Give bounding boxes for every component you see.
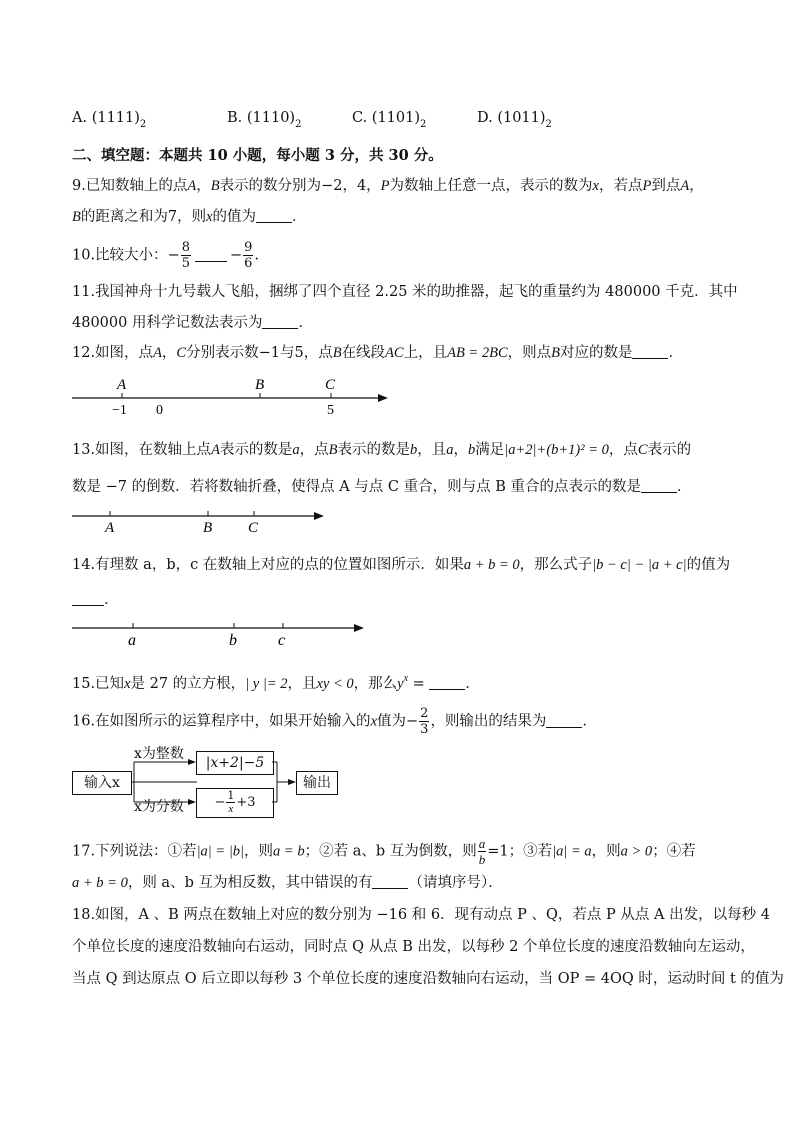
label-a: a <box>128 632 136 649</box>
option-a[interactable]: A. $(1111)_2$ <box>72 110 147 130</box>
label-b: B <box>255 377 265 393</box>
axis-arrow <box>314 512 324 520</box>
question-12: 12.如图，点A，C分别表示数−1与5，点B在线段AC上，且AB = 2BC，则点B对应的数是 ． <box>72 345 683 361</box>
question-17-line1: 17.下列说法：①若|a| = |b|，则a = b；②若 a、b 互为倒数，则 $\frac{a}{b}$ =1；③若|a| = a，则a > 0；④若 <box>72 836 696 867</box>
question-11-line1: 11.我国神舟十九号载人飞船，捆绑了四个直径 2.25 米的助推器，起飞的重量约为 480000 千克．其中 <box>72 284 738 300</box>
question-14-line2: ． <box>72 590 119 610</box>
axis-arrow <box>354 624 364 632</box>
question-13-line1: 13.如图，在数轴上点A表示的数是a，点B表示的数是b，且a，b满足|a+2|+(b+1)² = 0，点C表示的 <box>72 442 692 458</box>
fraction: $\frac{a}{b}$ <box>478 836 486 867</box>
answer-blank[interactable] <box>372 876 408 889</box>
label-b: B <box>203 520 213 536</box>
answer-blank[interactable] <box>632 346 668 359</box>
fraction: $\frac{8}{5}$ <box>181 240 190 271</box>
section-title: 二、填空题：本题共 10 小题，每小题 3 分，共 30 分。 <box>72 147 443 164</box>
tick-label-zero: 0 <box>156 403 163 418</box>
label-a: A <box>105 520 115 536</box>
question-17-line2: a + b = 0，则 a、b 互为相反数，其中错误的有 （请填序号）． <box>72 875 503 891</box>
box-integer: |x+2|−5 <box>196 751 274 775</box>
option-d[interactable]: D. $(1011)_2$ <box>477 110 552 130</box>
tick-label-c: 5 <box>327 403 334 418</box>
question-14-line1: 14.有理数 a，b，c 在数轴上对应的点的位置如图所示．如果a + b = 0，那么式子|b − c| − |a + c|的值为 <box>72 557 731 573</box>
question-9-line1: 9.已知数轴上的点A，B表示的数分别为−2，4，P为数轴上任意一点，表示的数为x，若点P到点A， <box>72 178 704 194</box>
option-c[interactable]: C. $(1101)_2$ <box>352 110 427 130</box>
fraction-label: x为分数 <box>134 799 184 815</box>
label-c: C <box>248 520 259 536</box>
label-a: A <box>117 377 127 393</box>
output-box: 输出 <box>296 771 338 795</box>
answer-blank[interactable] <box>641 480 677 493</box>
question-18-line1: 18.如图，A 、B 两点在数轴上对应的数分别为 −16 和 6．现有动点 P 、Q，若点 P 从点 A 出发，以每秒 4 <box>72 907 770 923</box>
question-15: 15.已知x是 27 的立方根，| y |= 2，且xy < 0，那么$y^x$ = ． <box>72 673 480 692</box>
question-18-line2: 个单位长度的速度沿数轴向右运动，同时点 Q 从点 B 出发，以每秒 2 个单位长度的速度沿数轴向左运动， <box>72 939 755 955</box>
input-box: 输入x <box>72 771 132 795</box>
label-c: c <box>278 632 286 649</box>
q8-options <box>72 108 772 130</box>
answer-blank[interactable] <box>429 677 465 690</box>
axis-arrow <box>378 394 388 402</box>
question-16: 16.在如图所示的运算程序中，如果开始输入的x值为− $\frac{2}{3}$ ，则输出的结果为 ． <box>72 706 597 737</box>
number-line-q12 <box>72 374 392 418</box>
tick-label-a: −1 <box>112 403 127 418</box>
option-b[interactable]: B. $(1110)_2$ <box>227 110 302 130</box>
box-fraction: − $\frac{1}{x}$ +3 <box>196 788 274 818</box>
answer-blank[interactable] <box>195 249 227 262</box>
question-9-line2: B的距离之和为7，则x的值为 ． <box>72 209 307 225</box>
flowchart <box>72 746 342 816</box>
number-line-q13 <box>72 506 332 536</box>
answer-blank[interactable] <box>256 210 292 223</box>
integer-label: x为整数 <box>134 746 184 762</box>
question-18-line3: 当点 Q 到达原点 O 后立即以每秒 3 个单位长度的速度沿数轴向右运动，当 OP = 4OQ 时，运动时间 t 的值为 <box>72 971 784 987</box>
label-c: C <box>325 377 336 393</box>
question-10: 10.比较大小：− $\frac{8}{5}$ − $\frac{9}{6}$ . <box>72 240 260 271</box>
answer-blank[interactable] <box>72 593 104 606</box>
question-13-line2: 数是 −7 的倒数．若将数轴折叠，使得点 A 与点 C 重合，则与点 B 重合的点表示的数是 ． <box>72 479 692 495</box>
answer-blank[interactable] <box>546 715 582 728</box>
fraction: $\frac{2}{3}$ <box>420 706 429 737</box>
number-line-q14 <box>72 618 372 650</box>
label-b: b <box>229 632 237 649</box>
question-11-line2: 480000 用科学记数法表示为 ． <box>72 315 313 331</box>
fraction: $\frac{9}{6}$ <box>244 240 253 271</box>
answer-blank[interactable] <box>262 316 298 329</box>
